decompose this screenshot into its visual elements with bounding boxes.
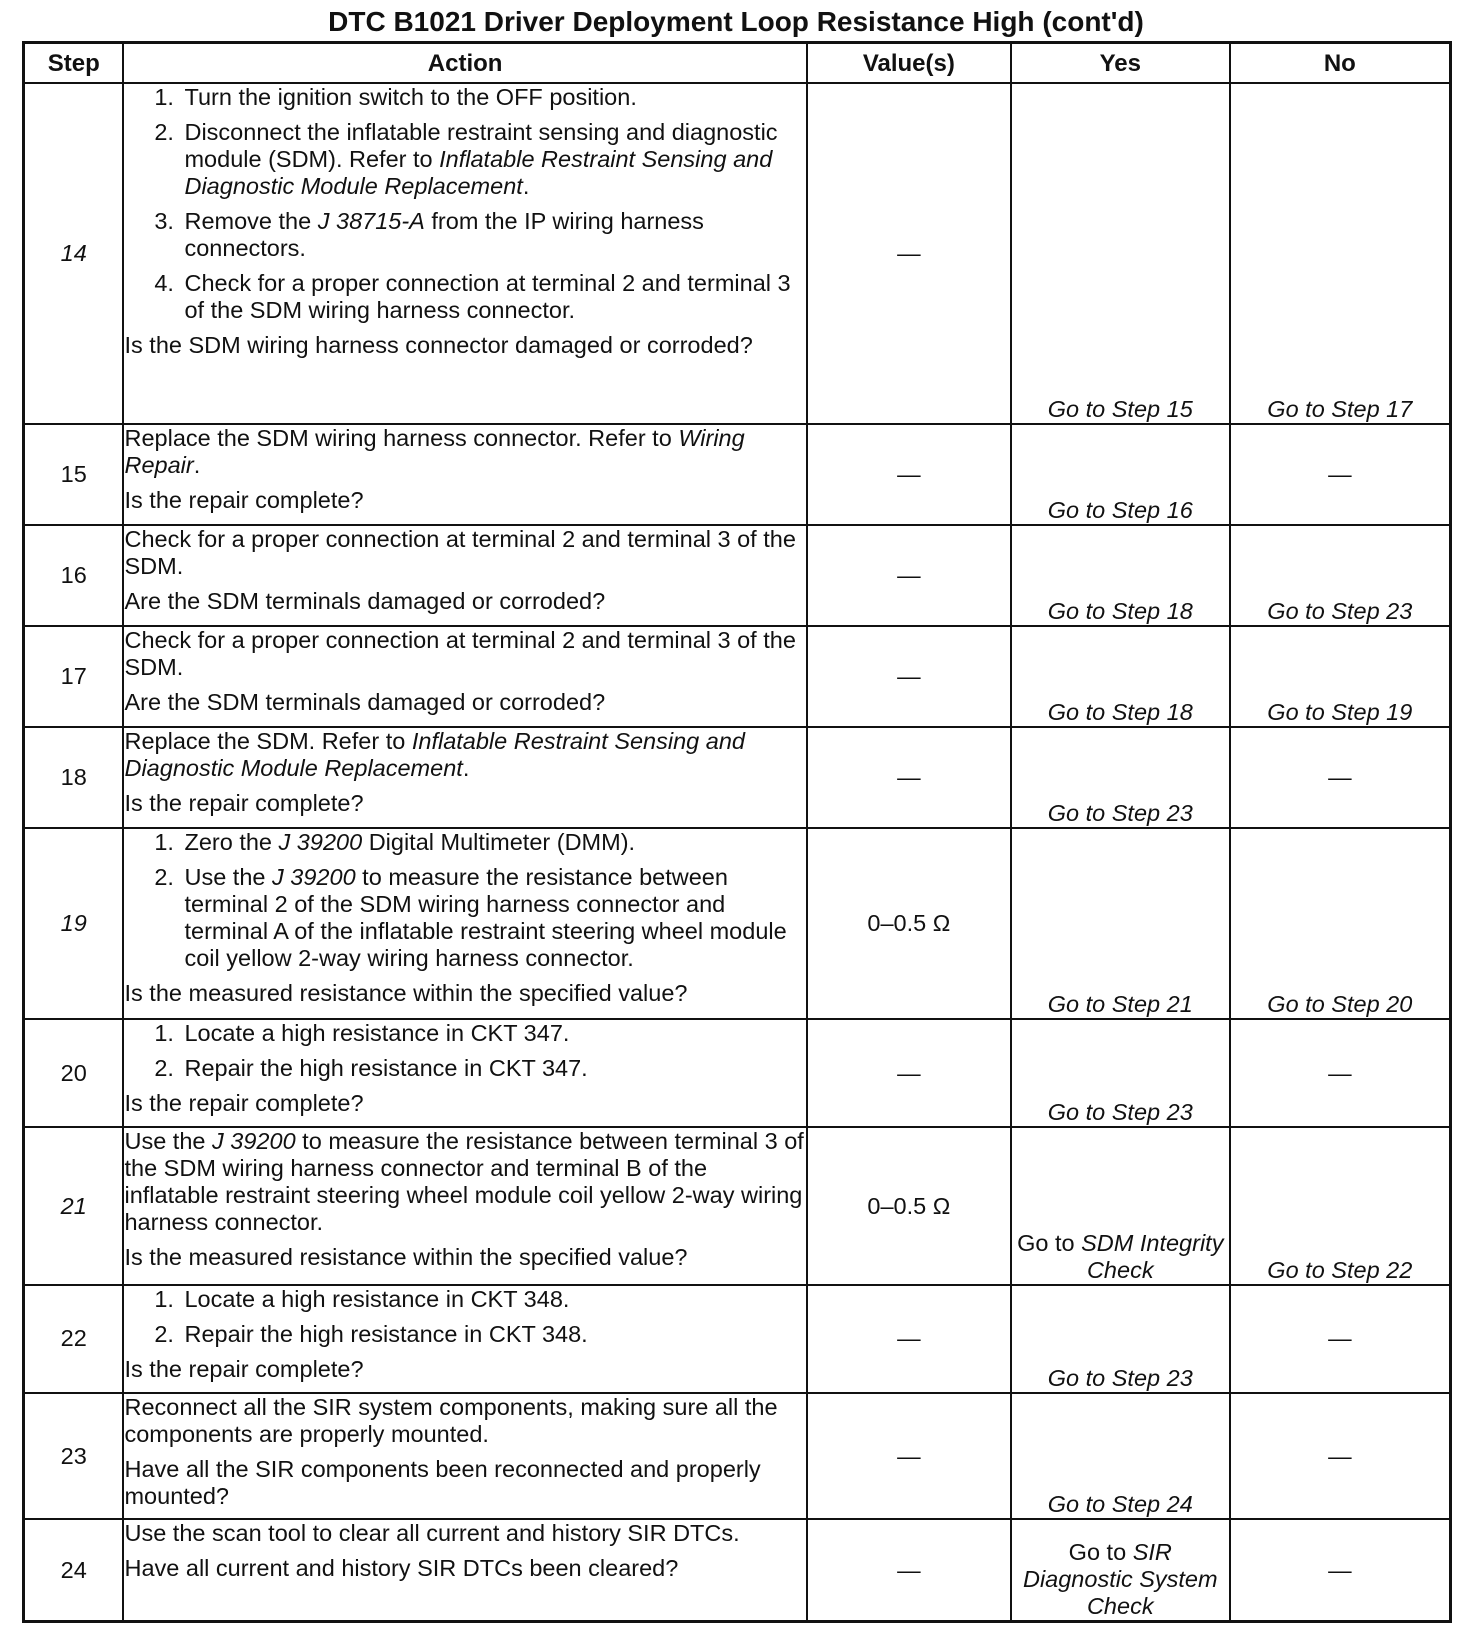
value-cell: — bbox=[807, 1393, 1011, 1519]
question: Is the repair complete? bbox=[124, 790, 364, 817]
yes-link[interactable]: Go to Step 18 bbox=[1011, 525, 1230, 626]
action-text: Check for a proper connection at terminal 2 and terminal 3 of the SDM. bbox=[124, 627, 796, 681]
action-text: Use the J 39200 to measure the resistance between terminal 3 of the SDM wiring harness connector and terminal B of the inflatable restraint steering wheel module coil yellow 2-way wiring harness connector. bbox=[124, 1128, 804, 1236]
action-cell bbox=[123, 1019, 806, 1127]
action-cell bbox=[123, 1393, 806, 1519]
value-cell: — bbox=[807, 727, 1011, 828]
step-number: 14 bbox=[24, 83, 124, 424]
step-number: 20 bbox=[24, 1019, 124, 1127]
value-cell: — bbox=[807, 626, 1011, 727]
action-step: 2. Repair the high resistance in CKT 347. bbox=[180, 1055, 805, 1082]
header-step: Step bbox=[24, 43, 124, 84]
no-value: — bbox=[1230, 1285, 1451, 1393]
action-cell bbox=[123, 828, 806, 1019]
header-row bbox=[24, 43, 1451, 84]
no-value: — bbox=[1230, 727, 1451, 828]
table-row-step-21 bbox=[24, 1127, 1451, 1284]
action-cell bbox=[123, 1127, 806, 1284]
action-step: 3. Remove the J 38715-A from the IP wiring harness connectors. bbox=[180, 208, 805, 262]
action-text: Check for a proper connection at terminal 2 and terminal 3 of the SDM. bbox=[124, 525, 796, 579]
action-steps bbox=[124, 829, 805, 972]
step-number: 21 bbox=[24, 1127, 124, 1284]
reference-link[interactable]: Wiring Repair bbox=[124, 424, 745, 478]
table-row-step-20 bbox=[24, 1019, 1451, 1127]
table-row-step-14 bbox=[24, 83, 1451, 424]
value-cell: — bbox=[807, 1519, 1011, 1621]
tool-reference: J 39200 bbox=[278, 829, 363, 856]
action-cell bbox=[123, 424, 806, 525]
no-link[interactable]: Go to Step 23 bbox=[1230, 525, 1451, 626]
action-step: 4. Check for a proper connection at terminal 2 and terminal 3 of the SDM wiring harness connector. bbox=[180, 270, 805, 324]
table-row-step-24 bbox=[24, 1519, 1451, 1621]
reference-link[interactable]: Inflatable Restraint Sensing and Diagnostic Module Replacement bbox=[184, 146, 773, 199]
action-text: Replace the SDM. Refer to Inflatable Restraint Sensing and Diagnostic Module Replacement. bbox=[124, 728, 745, 782]
header-action: Action bbox=[123, 43, 806, 84]
question: Have all current and history SIR DTCs been cleared? bbox=[124, 1555, 679, 1582]
question: Is the measured resistance within the specified value? bbox=[124, 1244, 688, 1271]
step-number: 22 bbox=[24, 1285, 124, 1393]
value-cell: 0–0.5 Ω bbox=[807, 1127, 1011, 1284]
value-cell: — bbox=[807, 1019, 1011, 1127]
action-step: 2. Repair the high resistance in CKT 348. bbox=[180, 1321, 805, 1348]
no-link[interactable]: Go to Step 19 bbox=[1230, 626, 1451, 727]
table-row-step-18 bbox=[24, 727, 1451, 828]
action-step: 2. Disconnect the inflatable restraint sensing and diagnostic module (SDM). Refer to Inflatable Restraint Sensing and Diagnostic Module Replacement. bbox=[180, 119, 805, 200]
question: Is the measured resistance within the specified value? bbox=[124, 980, 688, 1007]
question: Are the SDM terminals damaged or corroded? bbox=[124, 689, 606, 716]
action-text: Use the scan tool to clear all current and history SIR DTCs. bbox=[124, 1520, 740, 1547]
yes-link[interactable]: Go to Step 23 bbox=[1011, 727, 1230, 828]
header-no: No bbox=[1230, 43, 1451, 84]
action-step: 1. Locate a high resistance in CKT 347. bbox=[180, 1020, 805, 1047]
step-number: 19 bbox=[24, 828, 124, 1019]
no-link[interactable]: Go to Step 17 bbox=[1230, 83, 1451, 424]
step-number: 17 bbox=[24, 626, 124, 727]
no-link[interactable]: Go to Step 20 bbox=[1230, 828, 1451, 1019]
value-cell: — bbox=[807, 83, 1011, 424]
question: Is the repair complete? bbox=[124, 1355, 364, 1382]
table-row-step-19 bbox=[24, 828, 1451, 1019]
question: Is the repair complete? bbox=[124, 486, 364, 513]
action-steps bbox=[124, 84, 805, 324]
page-title: DTC B1021 Driver Deployment Loop Resistance High (cont'd) bbox=[328, 6, 1144, 37]
step-number: 16 bbox=[24, 525, 124, 626]
action-cell bbox=[123, 1285, 806, 1393]
action-cell bbox=[123, 1519, 806, 1621]
action-step: 2. Use the J 39200 to measure the resistance between terminal 2 of the SDM wiring harness connector and terminal A of the inflatable restraint steering wheel module coil yellow 2-way wiring harness connector. bbox=[180, 864, 805, 972]
yes-link[interactable]: Go to Step 24 bbox=[1011, 1393, 1230, 1519]
yes-link[interactable]: Go to Step 23 bbox=[1011, 1019, 1230, 1127]
yes-link[interactable]: Go to Step 16 bbox=[1011, 424, 1230, 525]
header-yes: Yes bbox=[1011, 43, 1230, 84]
table-row-step-22 bbox=[24, 1285, 1451, 1393]
question: Have all the SIR components been reconnected and properly mounted? bbox=[124, 1456, 761, 1510]
action-cell bbox=[123, 525, 806, 626]
action-text: Reconnect all the SIR system components, making sure all the components are properly mounted. bbox=[124, 1394, 778, 1448]
yes-link[interactable]: Go to Step 18 bbox=[1011, 626, 1230, 727]
action-cell bbox=[123, 727, 806, 828]
value-cell: — bbox=[807, 525, 1011, 626]
value-cell: 0–0.5 Ω bbox=[807, 828, 1011, 1019]
table-row-step-17 bbox=[24, 626, 1451, 727]
yes-link[interactable]: Go to SIR Diagnostic System Check bbox=[1011, 1519, 1230, 1621]
step-number: 15 bbox=[24, 424, 124, 525]
value-cell: — bbox=[807, 1285, 1011, 1393]
action-steps bbox=[124, 1286, 805, 1348]
yes-link[interactable]: Go to Step 23 bbox=[1011, 1285, 1230, 1393]
table-row-step-15 bbox=[24, 424, 1451, 525]
question: Is the SDM wiring harness connector damaged or corroded? bbox=[124, 332, 753, 358]
no-value: — bbox=[1230, 1393, 1451, 1519]
step-number: 24 bbox=[24, 1519, 124, 1621]
tool-reference: J 38715-A bbox=[317, 208, 425, 234]
table-row-step-23 bbox=[24, 1393, 1451, 1519]
no-value: — bbox=[1230, 1019, 1451, 1127]
yes-link[interactable]: Go to Step 15 bbox=[1011, 83, 1230, 424]
reference-link[interactable]: Inflatable Restraint Sensing and Diagnostic Module Replacement bbox=[124, 728, 745, 782]
action-cell bbox=[123, 626, 806, 727]
header-values: Value(s) bbox=[807, 43, 1011, 84]
table-row-step-16 bbox=[24, 525, 1451, 626]
step-number: 18 bbox=[24, 727, 124, 828]
question: Is the repair complete? bbox=[124, 1089, 364, 1116]
action-step: 1. Locate a high resistance in CKT 348. bbox=[180, 1286, 805, 1313]
no-value: — bbox=[1230, 424, 1451, 525]
tool-reference: J 39200 bbox=[212, 1128, 296, 1155]
action-cell bbox=[123, 83, 806, 424]
action-step: 1. Turn the ignition switch to the OFF position. bbox=[180, 84, 805, 111]
tool-reference: J 39200 bbox=[272, 864, 356, 891]
yes-link[interactable]: Go to SDM Integrity Check bbox=[1011, 1127, 1230, 1284]
step-number: 23 bbox=[24, 1393, 124, 1519]
value-cell: — bbox=[807, 424, 1011, 525]
no-link[interactable]: Go to Step 22 bbox=[1230, 1127, 1451, 1284]
action-steps bbox=[124, 1020, 805, 1082]
yes-link[interactable]: Go to Step 21 bbox=[1011, 828, 1230, 1019]
action-step: 1. Zero the J 39200 Digital Multimeter (DMM). bbox=[180, 829, 805, 856]
no-value: — bbox=[1230, 1519, 1451, 1621]
question: Are the SDM terminals damaged or corroded? bbox=[124, 587, 606, 614]
diagnostic-table bbox=[22, 41, 1452, 1623]
action-text: Replace the SDM wiring harness connector. Refer to Wiring Repair. bbox=[124, 424, 745, 478]
